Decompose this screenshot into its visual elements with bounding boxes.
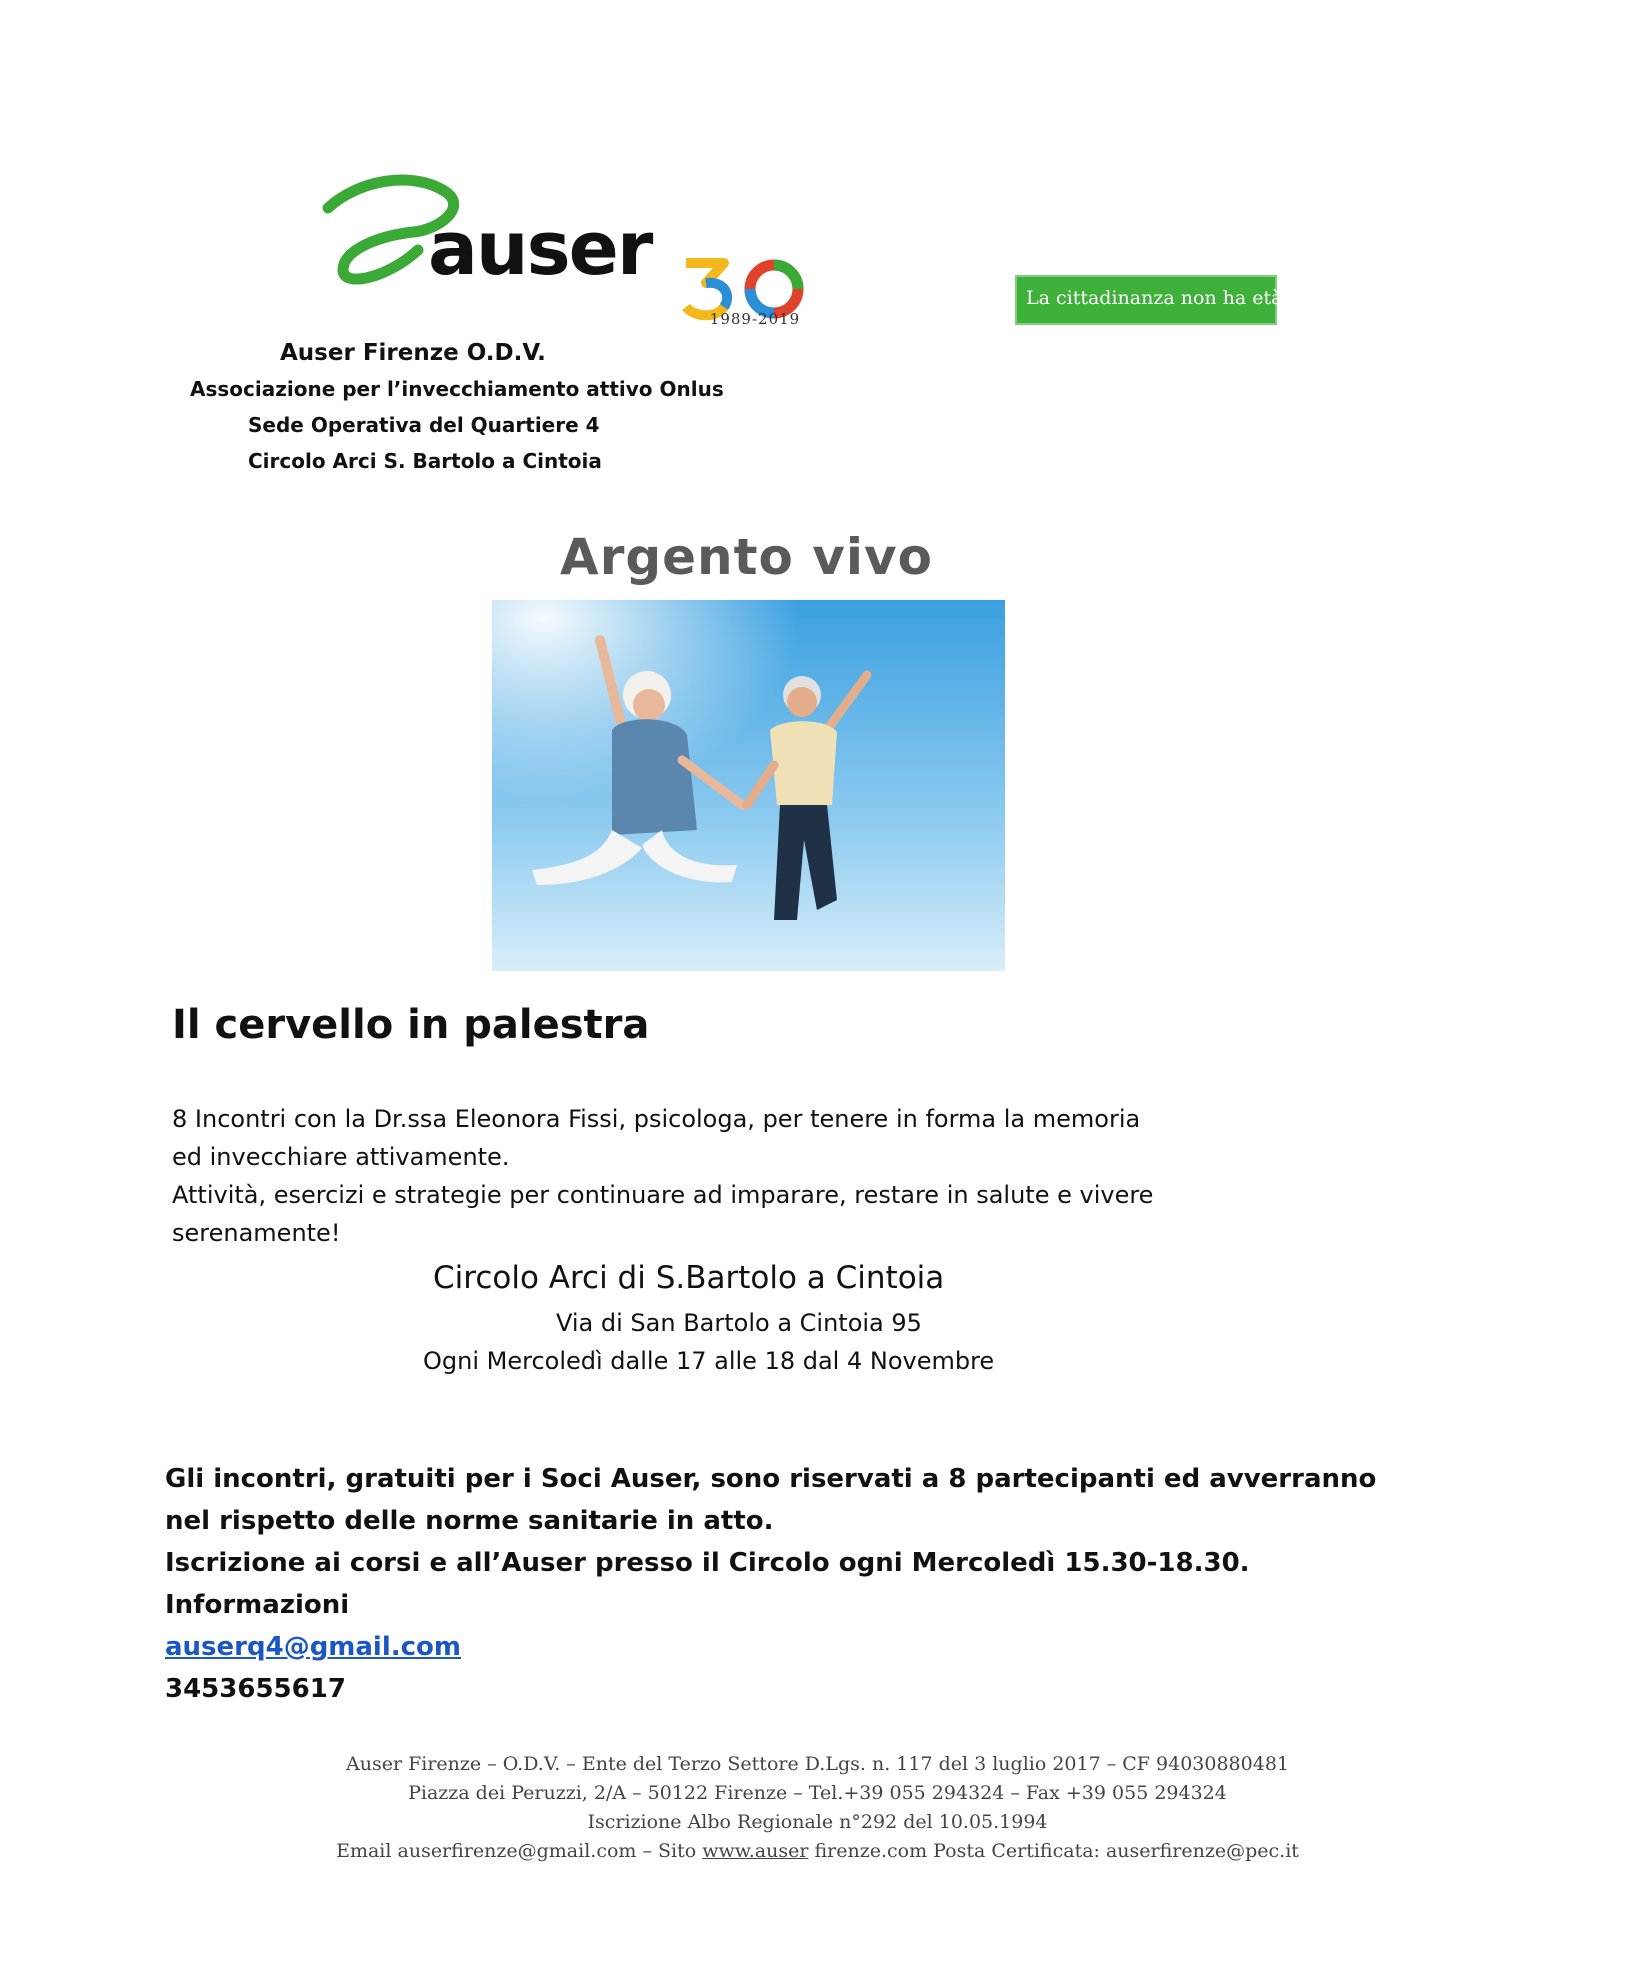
footer-line: Piazza dei Peruzzi, 2/A – 50122 Firenze – Tel.+39 055 294324 – Fax +39 055 294324: [408, 1782, 1227, 1804]
course-schedule: Ogni Mercoledì dalle 17 alle 18 dal 4 Novembre: [423, 1347, 995, 1375]
footer-site-link[interactable]: www.auser: [702, 1840, 809, 1862]
info-heading: Informazioni: [165, 1590, 350, 1620]
footer-pec-text: firenze.com Posta Certificata: auserfirenze@pec.it: [808, 1840, 1299, 1862]
course-address: Via di San Bartolo a Cintoia 95: [556, 1309, 922, 1337]
course-desc-line: serenamente!: [172, 1219, 341, 1247]
jumping-seniors-photo: [492, 600, 1005, 971]
slogan-text: La cittadinanza non ha età: [1026, 287, 1283, 309]
course-desc-line: Attività, esercizi e strategie per continuare ad imparare, restare in salute e vivere: [172, 1181, 1154, 1209]
page-title: Argento vivo: [560, 528, 933, 586]
anniversary-years: 1989-2019: [709, 310, 801, 328]
course-desc-line: ed invecchiare attivamente.: [172, 1143, 510, 1171]
footer-line: Iscrizione Albo Regionale n°292 del 10.05.1994: [587, 1811, 1048, 1833]
contact-phone: 3453655617: [165, 1674, 346, 1704]
contact-email-link[interactable]: auserq4@gmail.com: [165, 1632, 462, 1662]
info-line: Gli incontri, gratuiti per i Soci Auser, sono riservati a 8 partecipanti ed avverranno: [165, 1464, 1377, 1494]
footer-email-text: Email auserfirenze@gmail.com – Sito: [336, 1840, 703, 1862]
course-venue: Circolo Arci di S.Bartolo a Cintoia: [433, 1260, 945, 1296]
course-title: Il cervello in palestra: [172, 1002, 650, 1048]
footer-line: [0, 1840, 1635, 1862]
info-line: nel rispetto delle norme sanitarie in atto.: [165, 1506, 774, 1536]
branch-venue: Circolo Arci S. Bartolo a Cintoia: [248, 449, 602, 473]
footer-line: Auser Firenze – O.D.V. – Ente del Terzo Settore D.Lgs. n. 117 del 3 luglio 2017 – CF 94030880481: [346, 1753, 1289, 1775]
branch-name: Sede Operativa del Quartiere 4: [248, 413, 600, 437]
course-desc-line: 8 Incontri con la Dr.ssa Eleonora Fissi, psicologa, per tenere in forma la memoria: [172, 1105, 1141, 1133]
org-description: Associazione per l’invecchiamento attivo Onlus: [190, 377, 724, 401]
auser-wordmark: auser: [428, 206, 652, 292]
info-line: Iscrizione ai corsi e all’Auser presso il Circolo ogni Mercoledì 15.30-18.30.: [165, 1548, 1250, 1578]
org-name: Auser Firenze O.D.V.: [280, 340, 546, 366]
